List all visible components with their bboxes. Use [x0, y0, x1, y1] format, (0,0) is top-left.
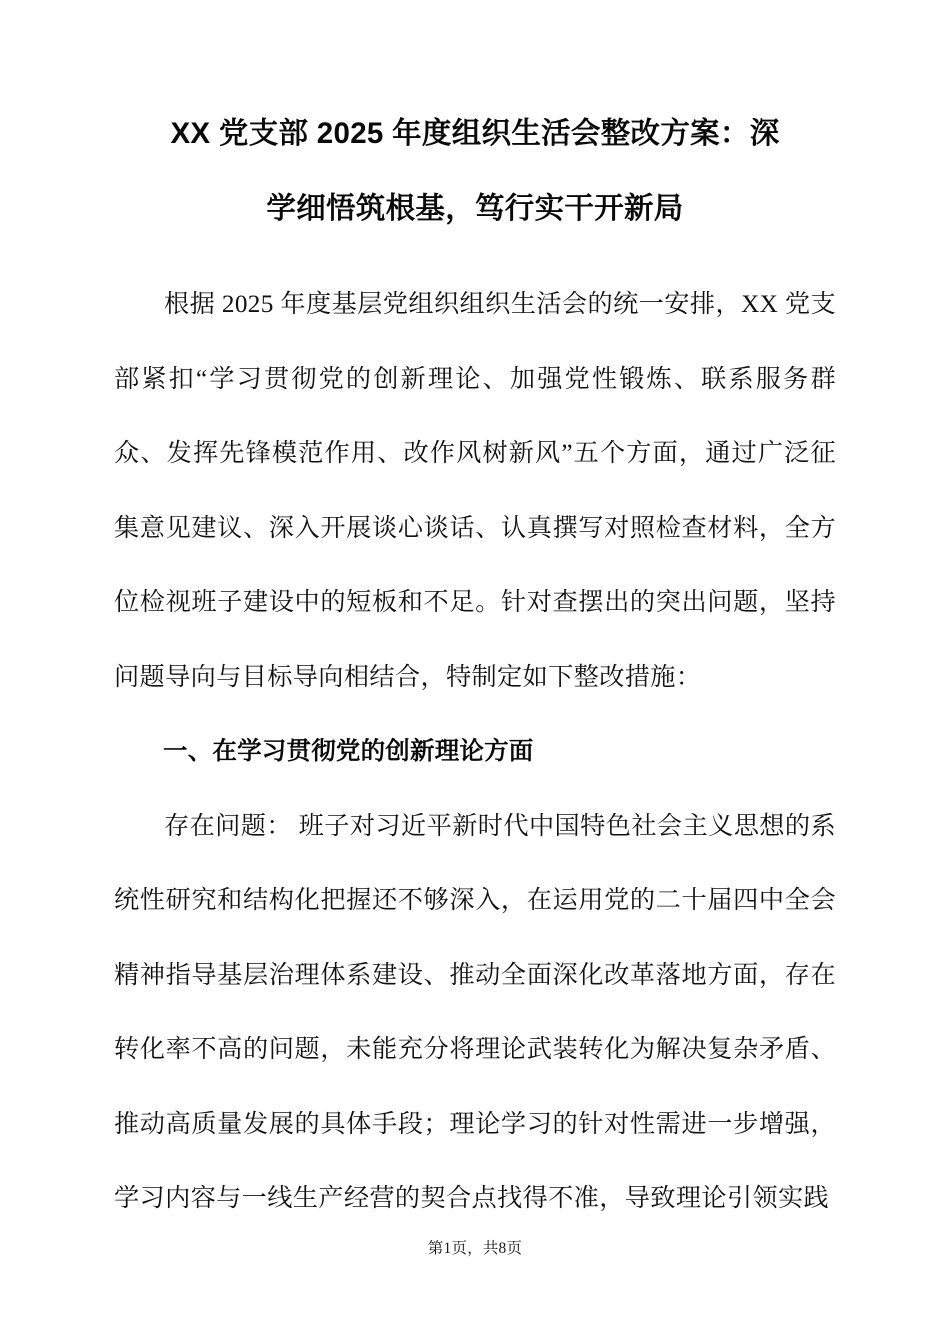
paragraph-section-1-problem: 存在问题： 班子对习近平新时代中国特色社会主义思想的系统性研究和结构化把握还不够深入，在运用党的二十届四中全会精神指导基层治理体系建设、推动全面深化改革落地方面，存在转化率不高的问题，未能充分将理论武装转化为解决复杂矛盾、推动高质量发展的具体手段；理论学习的针对性需进一步增强，学习内容与一线生产经营的契合点找得不准，导致理论引领实践	[114, 812, 836, 1212]
page-title-line-1: XX 党支部 2025 年度组织生活会整改方案：深	[170, 117, 780, 150]
page-number-label: 第1页，共8页	[427, 1240, 523, 1257]
document-content	[114, 96, 836, 1237]
section-heading-1: 一、在学习贯彻党的创新理论方面	[163, 738, 534, 765]
title-body-spacer	[114, 246, 836, 268]
paragraph-intro: 根据 2025 年度基层党组织组织生活会的统一安排，XX 党支部紧扣“学习贯彻党的创新理论、加强党性锻炼、联系服务群众、发挥先锋模范作用、改作风树新风”五个方面，通过广泛征集意见建议、深入开展谈心谈话、认真撰写对照检查材料，全方位检视班子建设中的短板和不足。针对查摆出的突出问题，坚持问题导向与目标导向相结合，特制定如下整改措施：	[114, 291, 836, 691]
page-title-line-2: 学细悟筑根基，笃行实干开新局	[266, 192, 684, 225]
page-title	[114, 96, 836, 246]
page-footer	[0, 1238, 950, 1260]
